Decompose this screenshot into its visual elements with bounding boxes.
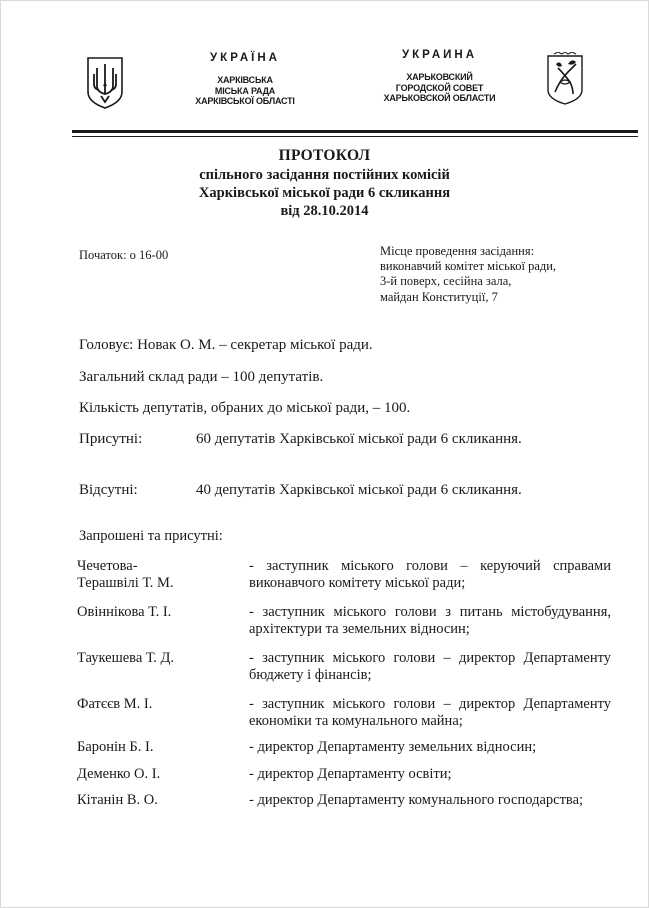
present-label: Присутні:	[79, 431, 143, 447]
header-rule-thick	[72, 130, 638, 133]
invited-role: - заступник міського голови – директор Департаменту бюджету і фінансів;	[249, 650, 611, 683]
absent-value: 40 депутатів Харківської міської ради 6 скликання.	[196, 482, 522, 498]
chair-line: Головує: Новак О. М. – секретар міської ради.	[79, 337, 373, 353]
country-name: УКРАИНА	[401, 49, 477, 61]
invited-name: Деменко О. І.	[77, 766, 161, 782]
present-value: 60 депутатів Харківської міської ради 6 скликання.	[196, 431, 522, 447]
header-russian	[362, 49, 517, 104]
invited-role: - директор Департаменту освіти;	[249, 766, 452, 782]
invited-role: - директор Департаменту земельних відносин;	[249, 739, 537, 755]
meeting-venue: Місце проведення засідання: виконавчий комітет міської ради, 3-й поверх, сесійна зала, майдан Конституції, 7	[380, 244, 557, 304]
country-name: УКРАЇНА	[210, 52, 280, 64]
invited-role: - заступник міського голови – керуючий справами виконавчого комітету міської ради;	[249, 558, 611, 591]
title-subline: спільного засідання постійних комісій	[199, 167, 450, 183]
invited-name: Баронін Б. І.	[77, 739, 154, 755]
title-date: від 28.10.2014	[280, 203, 369, 219]
header-rule-thin	[72, 136, 638, 137]
invited-name: Кітанін В. О.	[77, 792, 158, 808]
invited-name: Чечетова- Терашвілі Т. М.	[77, 558, 174, 591]
tryzub-emblem-icon	[86, 56, 124, 110]
invited-name: Фатєєв М. І.	[77, 696, 153, 712]
invited-name: Овіннікова Т. І.	[77, 604, 172, 620]
document-title: ПРОТОКОЛ	[278, 147, 371, 164]
header-ukrainian	[160, 52, 330, 107]
absent-label: Відсутні:	[79, 482, 138, 498]
invited-role: - заступник міського голови – директор Департаменту економіки та комунального майна;	[249, 696, 611, 729]
invited-heading: Запрошені та присутні:	[79, 528, 223, 544]
council-name: ХАРЬКОВСКИЙ ГОРОДСКОЙ СОВЕТ ХАРЬКОВСКОЙ ОБЛАСТИ	[383, 72, 496, 103]
total-deputies-line: Загальний склад ради – 100 депутатів.	[79, 369, 324, 385]
invited-role: - заступник міського голови з питань містобудування, архітектури та земельних відносин;	[249, 604, 611, 637]
council-name: ХАРКІВСЬКА МІСЬКА РАДА ХАРКІВСЬКОЇ ОБЛАСТІ	[195, 75, 295, 106]
invited-role: - директор Департаменту комунального господарства;	[249, 792, 584, 808]
invited-name: Таукешева Т. Д.	[77, 650, 175, 666]
elected-deputies-line: Кількість депутатів, обраних до міської ради, – 100.	[79, 400, 411, 416]
start-time: Початок: о 16-00	[79, 248, 169, 262]
kharkiv-emblem-icon	[546, 52, 584, 106]
title-subline: Харківської міської ради 6 скликання	[198, 185, 451, 201]
